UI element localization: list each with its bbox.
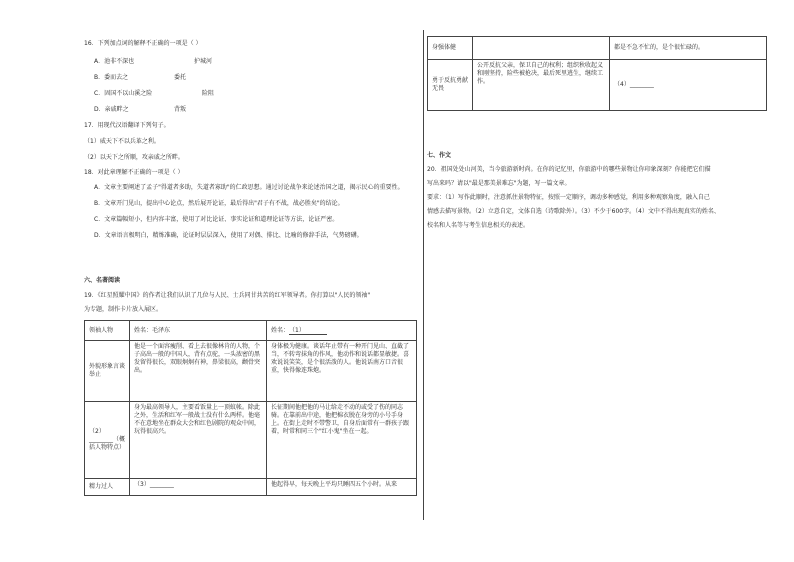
row-cell: 他是一个面容瘦削、看上去很像林肯的人物，个子高出一般的中国人，背有点驼，一头浓密的黑发留得很长，双眼炯炯有神，鼻梁很高，颧骨突出。 <box>130 341 267 402</box>
row-cell <box>473 37 610 60</box>
table-row <box>85 402 417 479</box>
q19-intro-line-2: 为专题，制作卡片放入展区。 <box>84 306 163 313</box>
q16-option-d: D．亲戚畔之 <box>94 106 129 113</box>
q16-option-d-gloss: 背叛 <box>174 106 187 113</box>
row-label: 勇于反抗勇献无畏 <box>428 60 473 111</box>
essay-requirement-line: 情感去描写景物。（2）立意自定，文体自选（诗歌除外）。（3）不少于600字。（4）文中不得出现真实的姓名、 <box>427 208 720 215</box>
answer-blank-1[interactable]: （1） <box>289 327 327 335</box>
q18-option-b: B．文章开门见山，提出中心论点，然后展开论证，最后得出"君子有不战，战必胜矣"的结论。 <box>94 200 344 207</box>
table-row <box>428 37 767 60</box>
q17-item-2: （2）以天下之所顺，攻亲戚之所畔。 <box>84 154 184 161</box>
row-label: 身强体健 <box>428 37 473 60</box>
table-header-cell: 领袖人物 <box>85 321 130 341</box>
q17-stem: 17．用现代汉语翻译下列句子。 <box>84 122 170 129</box>
q16-option-c-gloss: 险阻 <box>202 90 215 97</box>
q16-stem: 16．下列加点词的解释不正确的一项是（ ） <box>84 40 202 47</box>
q18-option-a: A．文章主要阐述了孟子"得道者多助，失道者寡助"的仁政思想。通过讨论战争来论述治国之道，揭示民心的重要性。 <box>94 184 404 191</box>
essay-prompt-line: 写出来吗？请以"最是那美景难忘"为题，写一篇文章。 <box>427 180 571 187</box>
section-7-title: 七、作文 <box>427 152 452 159</box>
q19-intro-line-1: 19．《红星照耀中国》的作者让我们认识了几位与人民、士兵同甘共苦的红军领导者。你打算以"人民的领袖" <box>84 292 371 299</box>
q16-option-a-gloss: 护城河 <box>194 58 213 65</box>
section-6-title: 六、名著阅读 <box>84 277 121 284</box>
q18-option-c: C．文章篇幅短小，但内容丰富，使用了对比论证、事实论证和道理论证等方法，论证严密。 <box>94 216 339 223</box>
answer-blank-3[interactable]: （3）________ <box>130 479 267 496</box>
leader-card-table-continued <box>427 36 767 111</box>
leader-card-table <box>84 320 417 496</box>
table-row <box>85 341 417 402</box>
row-label: 外貌形象言谈举止 <box>85 341 130 402</box>
q16-option-b-gloss: 委托 <box>174 74 187 81</box>
table-row <box>85 479 417 496</box>
q16-option-c: C．固国不以山溪之险 <box>94 90 153 97</box>
row-label[interactable]: （2）________（概括人物特点） <box>85 402 130 479</box>
q16-option-b: B．委而去之 <box>94 74 129 81</box>
q16-option-a: A．池非不深也 <box>94 58 135 65</box>
answer-blank-4[interactable]: （4）________ <box>610 60 767 111</box>
row-label: 精力过人 <box>85 479 130 496</box>
q17-item-1: （1）威天下不以兵革之利。 <box>84 138 160 145</box>
row-cell: 都是不急不忙的，是个很忙碌的。 <box>610 37 767 60</box>
row-cell: 他起得早，每天晚上平均只睡四五个小时。从来 <box>267 479 417 496</box>
table-header-cell: 姓名：毛泽东 <box>130 321 267 341</box>
table-header-row <box>85 321 417 341</box>
q18-stem: 18．对此章理解不正确的一项是（ ） <box>84 169 184 176</box>
column-divider <box>423 30 424 520</box>
table-header-cell: 姓名：（1） <box>267 321 417 341</box>
row-cell: 公开反抗父亲，保卫自己的权利；组织秋收起义和刚坚持，险些被抢决，最后死里逃生，继续工作。 <box>473 60 610 111</box>
essay-requirement-line: 校名和人名等与考生信息相关的表述。 <box>427 222 530 229</box>
essay-prompt-line: 20．祖国处处山河美，当今旅游新时尚。在你的记忆里，你旅游中的哪些景物让你印象深刻？你能把它们描 <box>427 166 711 173</box>
essay-requirement-line: 要求：（1）写作此顺时，注意抓住景物特征，按照一定顺序，调动多种感觉，利用多种观察角度，融入自己 <box>427 194 710 201</box>
row-cell: 身体极为健康。谈话年止带有一种开门见山、直截了当，不转弯抹角的作风，他动作和说话都显敏捷。喜欢说说笑笑，是个很活泼的人。他说话南方口音很重，快得像连珠炮。 <box>267 341 417 402</box>
table-row <box>428 60 767 111</box>
q18-option-d: D．文章语言极明白，精炼准确，论证时层层深入，使用了对偶、排比、比喻的修辞手法，气势磅礴。 <box>94 232 363 239</box>
row-cell: 长征期间他把他的马让给走不动的或受了伤的同志骑。在靠前出中途，他把棉衣脱在身旁的小号手身上。在街上走时不带警卫，自身后面常有一群孩子跟着，时常和同三个"红小鬼"坐在一起。 <box>267 402 417 479</box>
row-cell: 身为最高领导人，主要看饭量上一顶蚊帐。除此之外，生活和红军一般战士没有什么两样。他毫不在意地坐在群众大会和红色剧院的观众中间，玩得很高兴。 <box>130 402 267 479</box>
